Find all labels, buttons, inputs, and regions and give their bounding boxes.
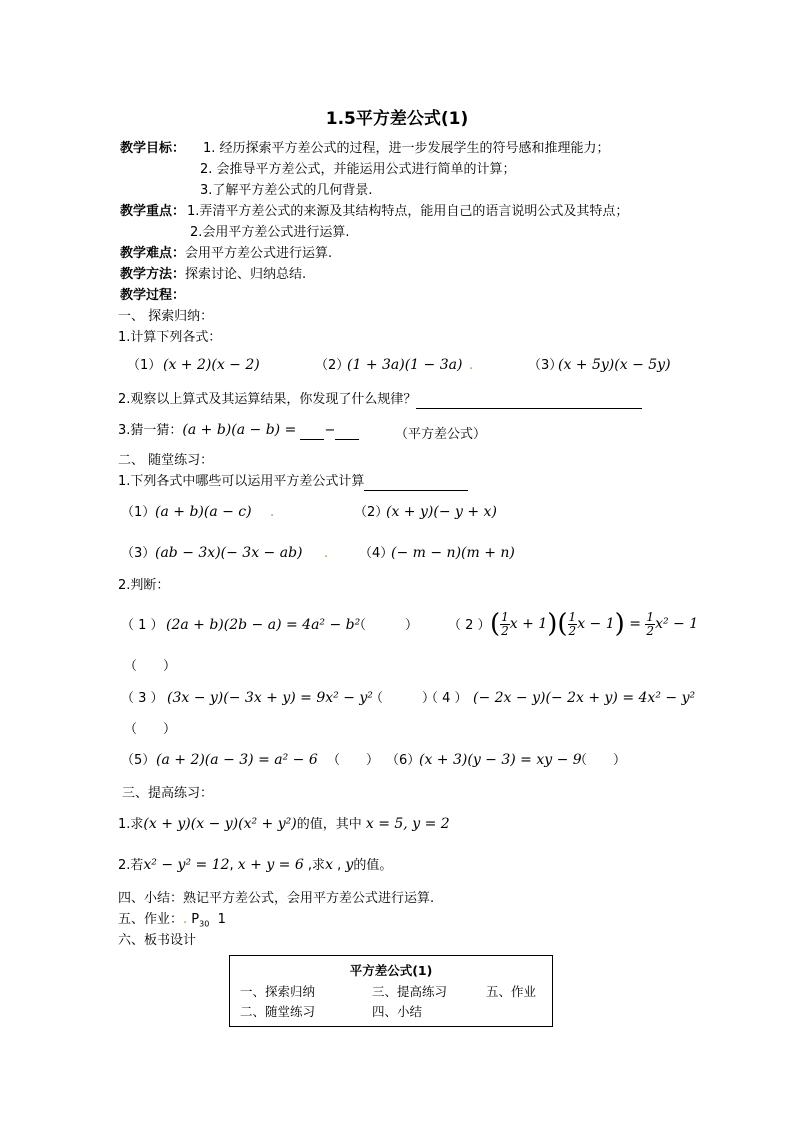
judge-5-expr: (a + 2)(a − 3) = a² − 6 — [156, 752, 318, 768]
objective-item-2: 2. 会推导平方差公式，并能运用公式进行简单的计算； — [200, 162, 516, 177]
page-title: 1.5平方差公式(1) — [325, 109, 469, 129]
comma: , — [229, 858, 234, 873]
summary: 四、小结：熟记平方差公式，会用平方差公式进行运算. — [118, 891, 435, 906]
s2-item-1-expr: (a + b)(a − c) — [155, 504, 252, 520]
board-item-2: 二、随堂练习 — [240, 1004, 316, 1019]
board-item-3: 三、提高练习 — [372, 984, 448, 999]
fraction-den: 2 — [501, 623, 509, 638]
key-point-2: 2.会用平方差公式进行运算. — [190, 225, 350, 240]
section1-q1: 1.计算下列各式： — [118, 330, 222, 345]
method-line — [120, 266, 306, 284]
fraction-num: 1 — [646, 609, 655, 624]
section1-q3-expr: (a + b)(a − b) = — [182, 422, 297, 438]
objective-item-3: 3.了解平方差公式的几何背景. — [200, 183, 373, 198]
judge-4-num: （ 4 ） — [425, 691, 468, 706]
key-point-1: 1.弄清平方差公式的来源及其结构特点，能用自己的语言说明公式及其特点； — [187, 204, 629, 219]
judge-2-paren[interactable]: （ ） — [124, 659, 177, 674]
judge-1-paren[interactable]: （ ） — [353, 618, 419, 633]
judge-1-expr: (2a + b)(2b − a) = 4a² − b² — [166, 617, 361, 633]
fraction-den: 2 — [646, 623, 655, 638]
s2-item-4-expr: (− m − n)(m + n) — [391, 545, 515, 561]
answer-blank[interactable] — [300, 425, 324, 440]
objective-item-1: 1. 经历探索平方差公式的过程，进一步发展学生的符号感和推理能力； — [203, 141, 610, 156]
section1-q3-minus: − — [324, 423, 336, 438]
judge-2-num: （ 2 ） — [448, 618, 491, 633]
judge-6-expr: (x + 3)(y − 3) = xy − 9 — [419, 752, 582, 768]
s2-item-3-num: （3） — [121, 546, 156, 561]
section1-q3 — [118, 421, 359, 440]
judge-2-expr: ( $\frac{1}{2}$ x + 1)( $\frac{1}{2}$ x − 1) = $\frac{1}{2}$ x² − 1 — [490, 609, 699, 639]
s3-q1-mid: 的值，其中 — [296, 817, 362, 832]
board-item-4: 四、小结 — [372, 1004, 423, 1019]
section1-heading: 一、 探索归纳： — [118, 309, 214, 324]
judge-6-num: （6） — [386, 753, 421, 768]
s3-q1-prefix: 1.求 — [118, 817, 144, 832]
section3-heading: 三、提高练习： — [122, 786, 214, 801]
s2-item-2-num: （2） — [354, 505, 389, 520]
answer-blank[interactable] — [335, 425, 359, 440]
s1-item-3-num: （3） — [528, 358, 563, 373]
s1-item-1-expr: (x + 2)(x − 2) — [163, 357, 260, 373]
judge-4-paren[interactable]: （ ） — [124, 722, 177, 737]
difficulty-line — [120, 245, 332, 263]
fraction — [500, 611, 510, 638]
section1-q2-text: 2.观察以上算式及其运算结果，你发现了什么规律？ — [118, 392, 417, 407]
judge-3-num: （ 3 ） — [121, 691, 164, 706]
homework-num: 1 — [217, 912, 226, 927]
judge-2-eq: = — [629, 616, 646, 632]
s2-item-2-expr: (x + y)(− y + x) — [386, 504, 497, 520]
judge-5-paren[interactable]: （ ） — [327, 753, 380, 768]
key-points-label: 教学重点： — [120, 204, 186, 219]
section1-q3-note: （平方差公式） — [395, 427, 487, 442]
s3-q2-prefix: 2.若 — [118, 858, 144, 873]
orange-dot: . — [469, 358, 474, 373]
s3-q2-expr1: x² − y² = 12 — [143, 857, 230, 873]
homework-page-sub: 30 — [199, 919, 210, 929]
s2-item-1-num: （1） — [121, 505, 156, 520]
fraction — [568, 611, 578, 638]
judge-3-expr: (3x − y)(− 3x + y) = 9x² − y² — [167, 690, 373, 706]
s2-item-4-num: （4） — [359, 546, 394, 561]
fraction — [645, 611, 655, 638]
section2-heading: 二、 随堂练习： — [118, 453, 214, 468]
s3-q1-cond: x = 5, y = 2 — [365, 816, 450, 832]
judge-6-paren[interactable]: （ ） — [574, 753, 627, 768]
homework-page: P — [191, 912, 200, 927]
objectives-label: 教学目标： — [120, 141, 186, 156]
s1-item-2-num: （2） — [315, 358, 350, 373]
section3-q2 — [118, 856, 392, 875]
orange-dot: . — [324, 546, 329, 561]
board-design-box — [229, 955, 553, 1027]
judge-2-end: x² − 1 — [655, 616, 699, 632]
method-label: 教学方法： — [120, 267, 186, 282]
process-label: 教学过程： — [120, 288, 186, 303]
fraction-num: 1 — [501, 609, 509, 624]
board-title: 平方差公式(1) — [349, 963, 433, 978]
judge-4-expr: (− 2x − y)(− 2x + y) = 4x² − y² — [473, 690, 696, 706]
s1-item-3-expr: (x + 5y)(x − 5y) — [558, 357, 671, 373]
homework-label: 五、作业： — [118, 912, 184, 927]
section2-q2: 2.判断： — [118, 578, 170, 593]
judge-3-paren[interactable]: （ ） — [370, 691, 436, 706]
judge-5-num: （5） — [121, 753, 156, 768]
s3-q2-end: 的值。 — [353, 858, 393, 873]
section1-q3-prefix: 3.猜一猜： — [118, 423, 183, 438]
comma: , — [337, 858, 342, 873]
judge-1-num: （ 1 ） — [121, 618, 164, 633]
method-text: 探索讨论、归纳总结. — [185, 267, 307, 282]
homework — [118, 911, 226, 934]
board-label: 六、板书设计 — [118, 933, 197, 948]
board-item-5: 五、作业 — [486, 984, 537, 999]
var-y: y — [345, 857, 354, 873]
board-item-1: 一、探索归纳 — [240, 984, 316, 999]
fraction-num: 1 — [568, 609, 577, 624]
s3-q2-tail: ,求 — [307, 858, 326, 873]
var-x: x — [325, 857, 333, 873]
s2-item-3-expr: (ab − 3x)(− 3x − ab) — [155, 545, 303, 561]
s1-item-1-num: （1） — [127, 358, 162, 373]
fraction-den: 2 — [568, 623, 577, 638]
answer-blank[interactable] — [416, 394, 642, 409]
orange-dot: . — [270, 505, 275, 520]
section1-q2 — [118, 391, 642, 409]
s1-item-2-expr: (1 + 3a)(1 − 3a) — [347, 357, 463, 373]
orange-dot: . — [183, 912, 188, 927]
difficulty-text: 会用平方差公式进行运算. — [185, 246, 333, 261]
s3-q1-expr: (x + y)(x − y)(x² + y²) — [143, 816, 297, 832]
s3-q2-expr2: x + y = 6 — [237, 857, 304, 873]
section2-q1-text: 1.下列各式中哪些可以运用平方差公式计算 — [118, 474, 365, 489]
section2-q1 — [118, 473, 468, 491]
section3-q1 — [118, 815, 450, 834]
answer-blank[interactable] — [364, 476, 468, 491]
difficulty-label: 教学难点： — [120, 246, 186, 261]
